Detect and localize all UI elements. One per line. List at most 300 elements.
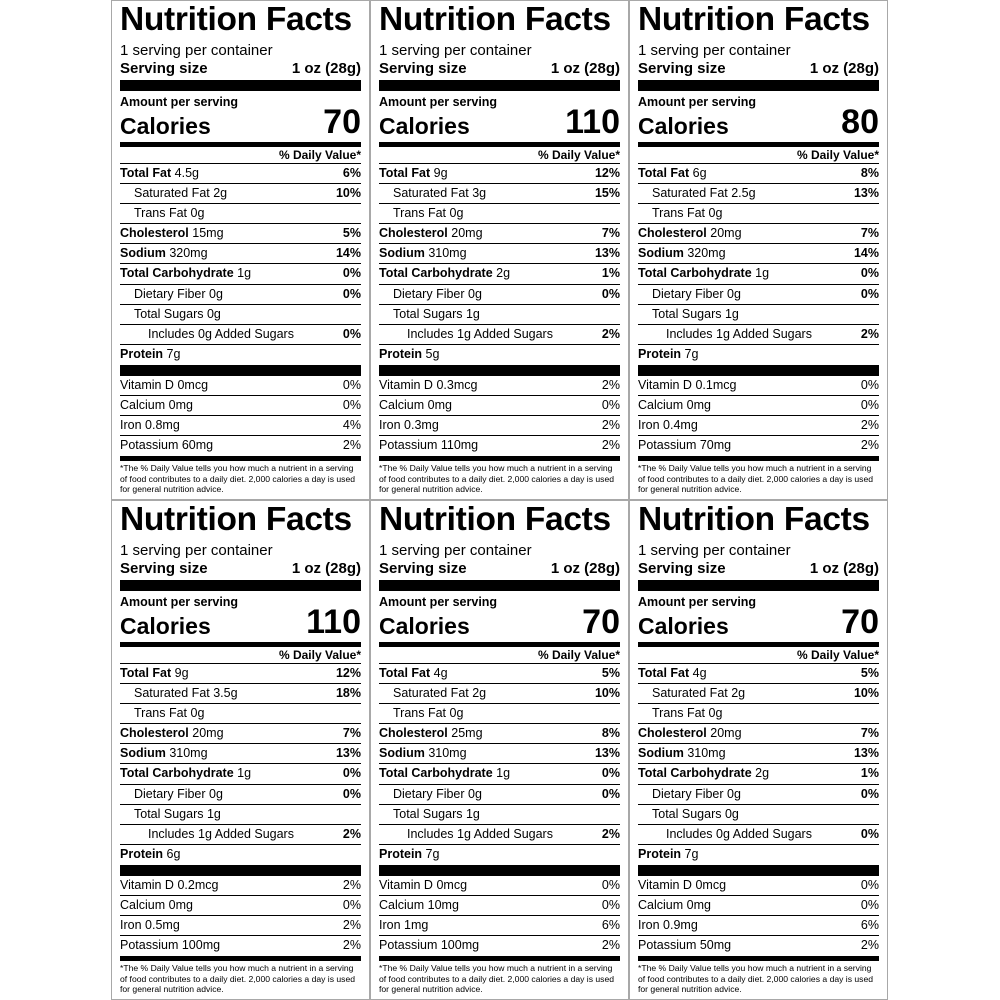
includes-label: Includes (407, 826, 454, 841)
sodium-dv: 13% (853, 746, 879, 761)
sodium-dv: 14% (335, 246, 361, 261)
calcium-dv: 0% (342, 898, 361, 913)
iron-label: Iron (120, 918, 142, 933)
total-fat-dv: 5% (601, 666, 620, 680)
trans-fat-label: Trans Fat (393, 206, 447, 221)
potassium-dv: 2% (342, 938, 361, 953)
sodium-label: Sodium (638, 246, 684, 261)
trans-fat-amount: 0g (708, 206, 723, 221)
daily-value-header: % Daily Value* (638, 147, 879, 164)
protein-amount: 7g (684, 846, 699, 861)
trans-fat-row (638, 704, 879, 724)
sodium-label: Sodium (120, 746, 166, 761)
potassium-dv: 2% (342, 438, 361, 453)
saturated-fat-label: Saturated Fat (134, 186, 210, 201)
saturated-fat-label: Saturated Fat (393, 186, 469, 201)
total-sugars-row (638, 805, 879, 825)
calcium-amount: 0mg (686, 398, 711, 413)
total-fat-amount: 9g (433, 166, 448, 180)
nutrition-facts-panel (370, 0, 629, 500)
daily-value-footnote: *The % Daily Value tells you how much a nutrient in a serving of food contributes to a daily diet. 2,000 calories a day is used for general nutrition advice. (120, 463, 356, 495)
saturated-fat-dv: 10% (853, 686, 879, 701)
added-sugars-dv: 0% (342, 326, 361, 341)
saturated-fat-label: Saturated Fat (134, 686, 210, 701)
calcium-dv: 0% (860, 398, 879, 413)
calcium-row (379, 396, 620, 416)
thick-divider (120, 580, 361, 591)
total-carbohydrate-dv: 1% (860, 766, 879, 781)
sodium-row (379, 244, 620, 264)
sodium-row (638, 744, 879, 764)
dietary-fiber-row (638, 285, 879, 305)
iron-row (638, 916, 879, 936)
calories-label: Calories (638, 613, 729, 639)
total-sugars-row (379, 305, 620, 325)
serving-size-label: Serving size (379, 560, 467, 577)
vitamin-d-dv: 0% (860, 377, 879, 392)
total-fat-dv: 6% (342, 166, 361, 180)
iron-label: Iron (379, 418, 401, 433)
trans-fat-label: Trans Fat (652, 706, 706, 721)
total-carbohydrate-amount: 2g (755, 766, 770, 781)
vitamin-d-row (638, 876, 879, 896)
added-sugars-amount: 1g (457, 326, 471, 341)
total-fat-dv: 12% (335, 666, 361, 680)
cholesterol-amount: 20mg (710, 226, 742, 241)
potassium-label: Potassium (379, 438, 438, 453)
saturated-fat-amount: 2g (213, 186, 228, 201)
calcium-amount: 0mg (686, 898, 711, 913)
added-sugars-amount: 1g (716, 326, 730, 341)
added-sugars-label: Added Sugars (732, 326, 812, 341)
calcium-row (379, 896, 620, 916)
dietary-fiber-label: Dietary Fiber (393, 786, 465, 801)
vitamin-d-amount: 0mcg (436, 877, 468, 892)
added-sugars-label: Added Sugars (214, 326, 294, 341)
total-fat-label: Total Fat (638, 666, 690, 680)
panel-title: Nutrition Facts (379, 1, 611, 38)
total-carbohydrate-label: Total Carbohydrate (120, 766, 234, 781)
nutrition-facts-panel (370, 500, 629, 1000)
amount-per-serving: Amount per serving (379, 95, 498, 109)
calcium-row (120, 396, 361, 416)
cholesterol-dv: 7% (342, 726, 361, 741)
protein-label: Protein (120, 846, 164, 861)
vitamin-d-dv: 0% (601, 877, 620, 892)
saturated-fat-amount: 3g (472, 186, 487, 201)
total-sugars-amount: 1g (206, 806, 221, 821)
protein-label: Protein (379, 346, 423, 361)
calcium-amount: 0mg (168, 398, 193, 413)
total-carbohydrate-row (638, 264, 879, 284)
dietary-fiber-row (379, 285, 620, 305)
vitamin-d-row (379, 876, 620, 896)
added-sugars-amount: 1g (198, 826, 212, 841)
sodium-dv: 13% (594, 246, 620, 261)
cholesterol-amount: 25mg (451, 726, 483, 741)
saturated-fat-row (120, 184, 361, 204)
total-sugars-label: Total Sugars (393, 806, 463, 821)
dietary-fiber-amount: 0g (209, 786, 223, 801)
trans-fat-amount: 0g (190, 706, 205, 721)
potassium-row (120, 436, 361, 456)
sodium-row (638, 244, 879, 264)
added-sugars-label: Added Sugars (732, 826, 812, 841)
vitamin-d-dv: 0% (342, 377, 361, 392)
includes-label: Includes (666, 326, 713, 341)
calories-row (379, 103, 620, 141)
iron-row (120, 416, 361, 436)
panel-title: Nutrition Facts (120, 1, 352, 38)
potassium-row (638, 436, 879, 456)
thick-divider (379, 80, 620, 91)
total-sugars-label: Total Sugars (652, 306, 722, 321)
saturated-fat-label: Saturated Fat (652, 686, 728, 701)
added-sugars-dv: 2% (601, 826, 620, 841)
daily-value-header: % Daily Value* (379, 147, 620, 164)
trans-fat-row (379, 204, 620, 224)
total-carbohydrate-dv: 0% (342, 266, 361, 281)
footnote-divider (120, 956, 361, 961)
total-carbohydrate-row (379, 764, 620, 784)
protein-amount: 6g (166, 846, 181, 861)
total-fat-label: Total Fat (379, 166, 431, 180)
added-sugars-row (120, 325, 361, 345)
panel-title: Nutrition Facts (638, 501, 870, 538)
total-fat-row (120, 664, 361, 684)
total-fat-dv: 12% (594, 166, 620, 180)
daily-value-header: % Daily Value* (120, 647, 361, 664)
total-fat-row (379, 164, 620, 184)
footnote-divider (379, 956, 620, 961)
calories-value: 70 (582, 603, 620, 641)
total-carbohydrate-row (379, 264, 620, 284)
trans-fat-amount: 0g (449, 206, 464, 221)
iron-label: Iron (638, 918, 660, 933)
potassium-amount: 100mg (181, 938, 221, 953)
cholesterol-row (379, 224, 620, 244)
trans-fat-amount: 0g (449, 706, 464, 721)
added-sugars-dv: 0% (860, 826, 879, 841)
sodium-amount: 320mg (169, 246, 208, 261)
nutrition-facts-panel (629, 500, 888, 1000)
saturated-fat-row (638, 684, 879, 704)
total-sugars-row (120, 305, 361, 325)
panel-title: Nutrition Facts (379, 501, 611, 538)
calcium-amount: 0mg (427, 398, 452, 413)
protein-row (379, 345, 620, 365)
iron-amount: 1mg (404, 918, 429, 933)
servings-per-container: 1 serving per container (638, 542, 791, 559)
daily-value-footnote: *The % Daily Value tells you how much a nutrient in a serving of food contributes to a daily diet. 2,000 calories a day is used for general nutrition advice. (379, 463, 615, 495)
saturated-fat-dv: 13% (853, 186, 879, 201)
nutrition-facts-panel (111, 500, 370, 1000)
vitamin-d-amount: 0.3mcg (436, 377, 478, 392)
total-carbohydrate-row (638, 764, 879, 784)
calcium-amount: 10mg (427, 898, 459, 913)
sodium-amount: 320mg (687, 246, 726, 261)
total-carbohydrate-label: Total Carbohydrate (638, 766, 752, 781)
dietary-fiber-row (120, 785, 361, 805)
total-sugars-label: Total Sugars (652, 806, 722, 821)
total-carbohydrate-amount: 1g (237, 766, 252, 781)
potassium-dv: 2% (601, 938, 620, 953)
protein-row (638, 345, 879, 365)
dietary-fiber-amount: 0g (727, 786, 741, 801)
total-carbohydrate-dv: 1% (601, 266, 620, 281)
sodium-label: Sodium (379, 746, 425, 761)
cholesterol-row (638, 724, 879, 744)
vitamin-d-label: Vitamin D (120, 877, 174, 892)
saturated-fat-label: Saturated Fat (393, 686, 469, 701)
dietary-fiber-label: Dietary Fiber (393, 286, 465, 301)
calories-value: 70 (841, 603, 879, 641)
iron-amount: 0.8mg (145, 418, 180, 433)
added-sugars-row (120, 825, 361, 845)
potassium-dv: 2% (860, 938, 879, 953)
calcium-dv: 0% (601, 898, 620, 913)
serving-size-label: Serving size (379, 60, 467, 77)
total-carbohydrate-label: Total Carbohydrate (120, 266, 234, 281)
calcium-dv: 0% (601, 398, 620, 413)
iron-row (379, 916, 620, 936)
daily-value-footnote: *The % Daily Value tells you how much a nutrient in a serving of food contributes to a daily diet. 2,000 calories a day is used for general nutrition advice. (120, 963, 356, 995)
dietary-fiber-dv: 0% (601, 786, 620, 801)
total-fat-amount: 6g (692, 166, 707, 180)
potassium-row (638, 936, 879, 956)
total-carbohydrate-amount: 2g (496, 266, 511, 281)
protein-label: Protein (638, 346, 682, 361)
serving-size-row (120, 560, 361, 578)
saturated-fat-row (379, 684, 620, 704)
added-sugars-label: Added Sugars (473, 326, 553, 341)
dietary-fiber-amount: 0g (209, 286, 223, 301)
dietary-fiber-label: Dietary Fiber (652, 786, 724, 801)
trans-fat-label: Trans Fat (393, 706, 447, 721)
iron-dv: 2% (601, 418, 620, 433)
added-sugars-dv: 2% (342, 826, 361, 841)
total-sugars-amount: 1g (465, 306, 480, 321)
iron-dv: 2% (342, 918, 361, 933)
sodium-row (379, 744, 620, 764)
servings-per-container: 1 serving per container (120, 542, 273, 559)
calories-value: 110 (565, 103, 620, 141)
calcium-label: Calcium (379, 398, 425, 413)
vitamin-d-dv: 2% (342, 877, 361, 892)
saturated-fat-amount: 2g (731, 686, 746, 701)
sodium-amount: 310mg (169, 746, 208, 761)
daily-value-footnote: *The % Daily Value tells you how much a nutrient in a serving of food contributes to a daily diet. 2,000 calories a day is used for general nutrition advice. (379, 963, 615, 995)
footnote-divider (638, 956, 879, 961)
total-sugars-label: Total Sugars (134, 306, 204, 321)
total-sugars-amount: 1g (724, 306, 739, 321)
dietary-fiber-amount: 0g (468, 786, 482, 801)
protein-amount: 5g (425, 346, 440, 361)
nutrition-facts-panel (629, 0, 888, 500)
potassium-label: Potassium (638, 438, 697, 453)
thick-divider (120, 80, 361, 91)
footnote-divider (638, 456, 879, 461)
total-sugars-label: Total Sugars (393, 306, 463, 321)
total-fat-amount: 9g (174, 666, 189, 680)
vitamin-d-dv: 2% (601, 377, 620, 392)
calcium-amount: 0mg (168, 898, 193, 913)
dietary-fiber-amount: 0g (727, 286, 741, 301)
total-fat-label: Total Fat (120, 666, 172, 680)
protein-divider (120, 865, 361, 876)
potassium-label: Potassium (120, 438, 179, 453)
total-sugars-amount: 0g (724, 806, 739, 821)
sodium-row (120, 744, 361, 764)
iron-row (638, 416, 879, 436)
total-carbohydrate-dv: 0% (601, 766, 620, 781)
cholesterol-label: Cholesterol (379, 226, 448, 241)
sodium-label: Sodium (638, 746, 684, 761)
total-carbohydrate-label: Total Carbohydrate (638, 266, 752, 281)
dietary-fiber-row (638, 785, 879, 805)
iron-amount: 0.9mg (663, 918, 698, 933)
protein-row (638, 845, 879, 865)
added-sugars-row (379, 325, 620, 345)
calories-row (638, 603, 879, 641)
calcium-label: Calcium (120, 898, 166, 913)
dietary-fiber-dv: 0% (342, 786, 361, 801)
includes-label: Includes (148, 826, 195, 841)
servings-per-container: 1 serving per container (379, 42, 532, 59)
dietary-fiber-label: Dietary Fiber (134, 286, 206, 301)
total-sugars-amount: 1g (465, 806, 480, 821)
iron-amount: 0.3mg (404, 418, 439, 433)
serving-size-row (120, 60, 361, 78)
potassium-dv: 2% (601, 438, 620, 453)
trans-fat-label: Trans Fat (134, 706, 188, 721)
trans-fat-amount: 0g (190, 206, 205, 221)
dietary-fiber-label: Dietary Fiber (652, 286, 724, 301)
potassium-row (379, 436, 620, 456)
protein-label: Protein (638, 846, 682, 861)
calcium-label: Calcium (638, 398, 684, 413)
added-sugars-amount: 0g (716, 826, 730, 841)
calories-value: 80 (841, 103, 879, 141)
protein-row (120, 345, 361, 365)
protein-divider (638, 865, 879, 876)
added-sugars-amount: 0g (198, 326, 212, 341)
includes-label: Includes (148, 326, 195, 341)
cholesterol-label: Cholesterol (379, 726, 448, 741)
saturated-fat-amount: 2g (472, 686, 487, 701)
servings-per-container: 1 serving per container (638, 42, 791, 59)
saturated-fat-dv: 15% (594, 186, 620, 201)
calories-row (120, 103, 361, 141)
added-sugars-dv: 2% (860, 326, 879, 341)
total-carbohydrate-amount: 1g (755, 266, 770, 281)
vitamin-d-amount: 0.2mcg (177, 877, 219, 892)
saturated-fat-dv: 18% (335, 686, 361, 701)
serving-size-value: 1 oz (28g) (809, 60, 879, 77)
trans-fat-row (120, 204, 361, 224)
panel-title: Nutrition Facts (120, 501, 352, 538)
servings-per-container: 1 serving per container (120, 42, 273, 59)
serving-size-value: 1 oz (28g) (550, 560, 620, 577)
iron-label: Iron (120, 418, 142, 433)
amount-per-serving: Amount per serving (120, 95, 239, 109)
amount-per-serving: Amount per serving (120, 595, 239, 609)
serving-size-value: 1 oz (28g) (809, 560, 879, 577)
added-sugars-row (638, 325, 879, 345)
calcium-row (638, 896, 879, 916)
cholesterol-label: Cholesterol (120, 226, 189, 241)
protein-label: Protein (120, 346, 164, 361)
total-carbohydrate-label: Total Carbohydrate (379, 766, 493, 781)
potassium-amount: 70mg (699, 438, 732, 453)
vitamin-d-label: Vitamin D (379, 377, 433, 392)
iron-row (120, 916, 361, 936)
total-fat-row (638, 664, 879, 684)
footnote-divider (379, 456, 620, 461)
dietary-fiber-dv: 0% (860, 286, 879, 301)
calories-value: 70 (323, 103, 361, 141)
iron-dv: 2% (860, 418, 879, 433)
added-sugars-label: Added Sugars (473, 826, 553, 841)
added-sugars-row (638, 825, 879, 845)
cholesterol-dv: 7% (860, 726, 879, 741)
trans-fat-row (120, 704, 361, 724)
serving-size-value: 1 oz (28g) (291, 60, 361, 77)
serving-size-label: Serving size (120, 60, 208, 77)
total-fat-amount: 4g (433, 666, 448, 680)
includes-label: Includes (407, 326, 454, 341)
vitamin-d-label: Vitamin D (379, 877, 433, 892)
amount-per-serving: Amount per serving (379, 595, 498, 609)
total-fat-label: Total Fat (120, 166, 172, 180)
calories-label: Calories (120, 113, 211, 139)
total-fat-amount: 4g (692, 666, 707, 680)
calories-label: Calories (120, 613, 211, 639)
dietary-fiber-label: Dietary Fiber (134, 786, 206, 801)
potassium-dv: 2% (860, 438, 879, 453)
iron-amount: 0.5mg (145, 918, 180, 933)
total-fat-label: Total Fat (379, 666, 431, 680)
total-carbohydrate-row (120, 764, 361, 784)
cholesterol-amount: 15mg (192, 226, 224, 241)
vitamin-d-amount: 0mcg (695, 877, 727, 892)
protein-amount: 7g (166, 346, 181, 361)
calories-value: 110 (306, 603, 361, 641)
saturated-fat-dv: 10% (335, 186, 361, 201)
saturated-fat-row (120, 684, 361, 704)
footnote-divider (120, 456, 361, 461)
calories-label: Calories (379, 613, 470, 639)
total-sugars-row (638, 305, 879, 325)
calories-row (638, 103, 879, 141)
amount-per-serving: Amount per serving (638, 95, 757, 109)
calcium-dv: 0% (342, 398, 361, 413)
serving-size-value: 1 oz (28g) (550, 60, 620, 77)
protein-row (379, 845, 620, 865)
servings-per-container: 1 serving per container (379, 542, 532, 559)
trans-fat-label: Trans Fat (652, 206, 706, 221)
total-fat-row (379, 664, 620, 684)
saturated-fat-row (638, 184, 879, 204)
potassium-amount: 50mg (699, 938, 732, 953)
total-carbohydrate-amount: 1g (496, 766, 511, 781)
calcium-dv: 0% (860, 898, 879, 913)
daily-value-header: % Daily Value* (379, 647, 620, 664)
dietary-fiber-amount: 0g (468, 286, 482, 301)
calories-label: Calories (379, 113, 470, 139)
calcium-label: Calcium (638, 898, 684, 913)
protein-label: Protein (379, 846, 423, 861)
